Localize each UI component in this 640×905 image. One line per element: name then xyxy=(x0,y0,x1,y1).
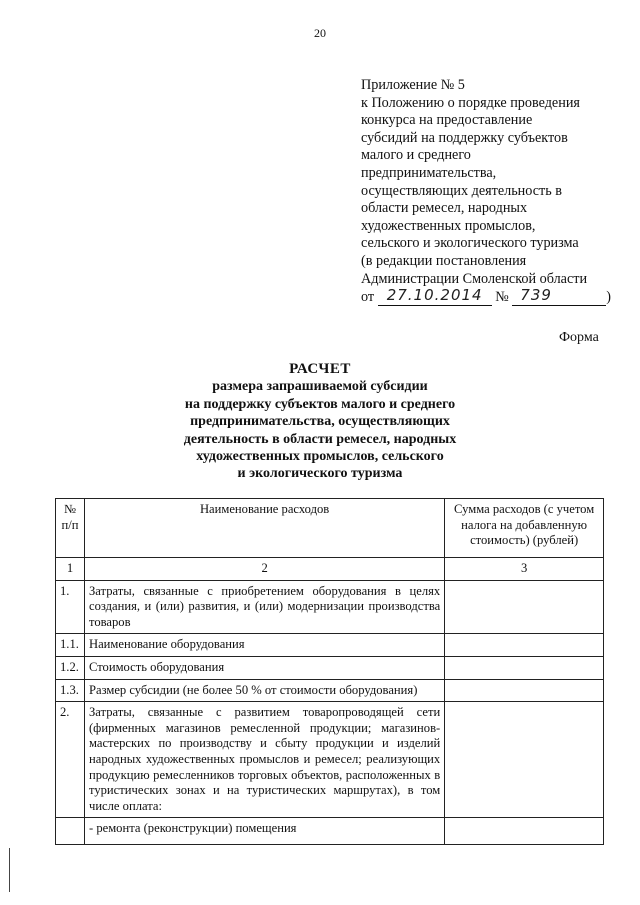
row-expense-name: Затраты, связанные с приобретением оборудования в целях создания, и (или) развития, и (или) модернизации производства товаров xyxy=(84,580,444,634)
appendix-header xyxy=(361,77,611,307)
row-expense-sum[interactable] xyxy=(445,580,604,634)
row-number xyxy=(56,818,85,845)
header-expense-name: Наименование расходов xyxy=(84,499,444,558)
title-line: и экологического туризма xyxy=(237,466,403,482)
page-number: 20 xyxy=(314,26,326,40)
appendix-line: (в редакции постановления xyxy=(361,252,527,269)
decree-date-line xyxy=(361,288,611,307)
handwritten-number: 739 xyxy=(520,286,552,305)
title-main: РАСЧЕТ xyxy=(289,361,351,377)
handwritten-number-field xyxy=(512,288,606,306)
row-number: 1.2. xyxy=(56,656,85,679)
table-row xyxy=(56,656,604,679)
appendix-line: конкурса на предоставление xyxy=(361,112,533,129)
header-number: № п/п xyxy=(56,499,85,558)
row-expense-sum[interactable] xyxy=(445,679,604,702)
table-row xyxy=(56,679,604,702)
calculation-table xyxy=(55,498,604,845)
row-expense-sum[interactable] xyxy=(445,656,604,679)
row-number: 1. xyxy=(56,580,85,634)
table-header-row xyxy=(56,499,604,558)
title-line: на поддержку субъектов малого и среднего xyxy=(184,396,456,412)
handwritten-date-field xyxy=(378,288,492,306)
table-row xyxy=(56,580,604,634)
title-line: предпринимательства, осуществляющих xyxy=(190,414,450,430)
number-prefix: № xyxy=(495,289,509,306)
row-expense-name: Затраты, связанные с развитием товаропроводящей сети (фирменных магазинов ремесленной продукции; магазинов-мастерских по производству и сбыту продукции и изделий народных художественных промыслов и ремесел; реализующих продукцию ремесленников торговых объектов, расположенных в туристических зонах и на туристических маршрутах), в том числе оплата: xyxy=(84,702,444,818)
appendix-line: Администрации Смоленской области xyxy=(361,270,588,287)
appendix-line: субсидий на поддержку субъектов xyxy=(361,129,568,146)
row-expense-sum[interactable] xyxy=(445,702,604,818)
row-expense-sum[interactable] xyxy=(445,818,604,845)
table-row xyxy=(56,634,604,657)
row-expense-name: Размер субсидии (не более 50 % от стоимости оборудования) xyxy=(84,679,444,702)
title-line: деятельность в области ремесел, народных xyxy=(183,431,457,447)
row-number: 1.3. xyxy=(56,679,85,702)
form-label: Форма xyxy=(559,330,599,345)
appendix-line: к Положению о порядке проведения xyxy=(361,94,580,111)
table-row xyxy=(56,702,604,818)
appendix-line: Приложение № 5 xyxy=(361,77,465,93)
column-number: 1 xyxy=(56,558,85,581)
appendix-line: области ремесел, народных xyxy=(361,200,528,217)
closing-paren: ) xyxy=(606,289,612,306)
table-row xyxy=(56,818,604,845)
appendix-line: осуществляющих деятельность в xyxy=(361,182,562,199)
appendix-line: малого и среднего xyxy=(361,147,471,164)
header-expense-sum: Сумма расходов (с учетом налога на добавленную стоимость) (рублей) xyxy=(445,499,604,558)
row-number: 2. xyxy=(56,702,85,818)
appendix-line: художественных промыслов, xyxy=(361,217,536,234)
row-expense-sum[interactable] xyxy=(445,634,604,657)
row-expense-name: Наименование оборудования xyxy=(84,634,444,657)
date-prefix: от xyxy=(361,289,375,306)
appendix-line: предпринимательства, xyxy=(361,164,497,181)
appendix-line: сельского и экологического туризма xyxy=(361,235,579,252)
row-expense-name: Стоимость оборудования xyxy=(84,656,444,679)
handwritten-date: 27.10.2014 xyxy=(386,286,483,305)
title-line: художественных промыслов, сельского xyxy=(196,449,444,465)
column-number: 3 xyxy=(445,558,604,581)
scan-margin-line xyxy=(9,848,10,892)
column-number: 2 xyxy=(84,558,444,581)
document-title xyxy=(130,361,510,483)
title-line: размера запрашиваемой субсидии xyxy=(212,379,428,395)
row-expense-name: - ремонта (реконструкции) помещения xyxy=(84,818,444,845)
column-number-row xyxy=(56,558,604,581)
row-number: 1.1. xyxy=(56,634,85,657)
